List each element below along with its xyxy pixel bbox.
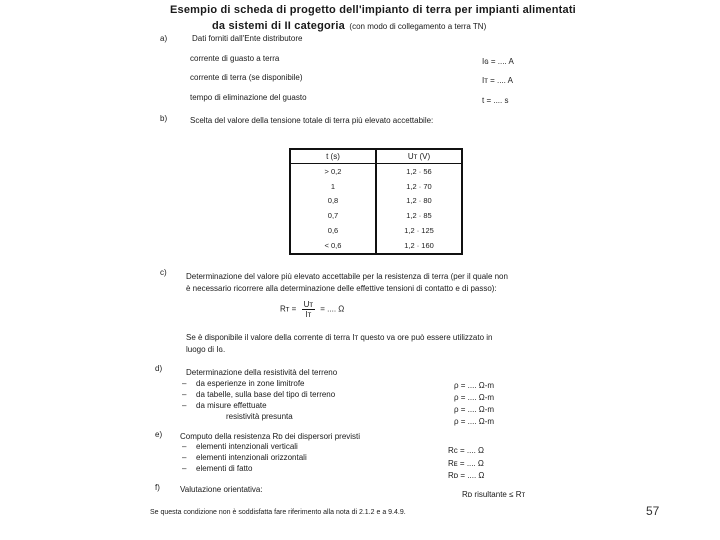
table-row <box>290 164 462 179</box>
table-cell: 0,6 <box>290 223 376 238</box>
bullet-dash: – <box>182 453 187 462</box>
table-cell: > 0,2 <box>290 164 376 179</box>
bullet-dash: – <box>182 401 187 410</box>
tension-table <box>289 148 463 255</box>
table-row <box>290 208 462 223</box>
section-d-item-label: resistività presunta <box>226 412 293 421</box>
section-c-marker: c) <box>160 268 167 277</box>
table-row <box>290 238 462 254</box>
table-cell: 1,2 · 160 <box>404 240 434 250</box>
table-cell: 0,8 <box>290 194 376 209</box>
table-cell: 0,7 <box>290 208 376 223</box>
section-a-item-label: tempo di eliminazione del guasto <box>190 93 307 102</box>
section-e-item-label: elementi intenzionali verticali <box>196 442 298 451</box>
section-d-item-value: ρ = .... Ω-m <box>454 417 495 426</box>
section-e-item-label: elementi di fatto <box>196 464 253 473</box>
table-row <box>290 194 462 209</box>
section-f-heading: Valutazione orientativa: <box>180 485 263 494</box>
section-d-item-value: ρ = .... Ω-m <box>454 393 495 402</box>
section-a-item-label: corrente di terra (se disponibile) <box>190 73 303 82</box>
formula-lhs: Rᴛ = <box>280 304 297 314</box>
section-a-item-value: Iᴛ = .... A <box>482 76 514 85</box>
section-c-note-line1: Se è disponibile il valore della corrente di terra Iᴛ questo va ore può essere utilizzato in <box>186 333 493 342</box>
section-d-item-value: ρ = .... Ω-m <box>454 381 495 390</box>
table-cell: 1,2 · 85 <box>406 211 432 221</box>
formula-rhs: = .... Ω <box>320 304 345 314</box>
section-d-item-label: da tabelle, sulla base del tipo di terreno <box>196 390 336 399</box>
table-cell: < 0,6 <box>290 238 376 254</box>
resistance-formula <box>280 300 344 319</box>
section-d-heading: Determinazione della resistività del terreno <box>186 368 338 377</box>
bullet-dash: – <box>182 464 187 473</box>
table-cell: 1,2 · 56 <box>406 166 432 176</box>
footer-note: Se questa condizione non è soddisfatta fare riferimento alla nota di 2.1.2 e a 9.4.9. <box>150 509 406 516</box>
bullet-dash: – <box>182 442 187 451</box>
section-a-item-value: t = .... s <box>482 96 509 105</box>
formula-denominator: Iᴛ <box>305 310 312 319</box>
table-row <box>290 223 462 238</box>
table-header-cell: t (s) <box>290 149 376 164</box>
section-b-heading: Scelta del valore della tensione totale di terra più elevato accettabile: <box>190 116 434 125</box>
section-e-item-label: elementi intenzionali orizzontali <box>196 453 307 462</box>
section-e-heading: Computo della resistenza Rᴅ dei dispersori previsti <box>180 432 361 441</box>
table-cell: 1,2 · 125 <box>404 225 434 235</box>
section-d-item-value: ρ = .... Ω-m <box>454 405 495 414</box>
bullet-dash: – <box>182 379 187 388</box>
table-cell: 1 <box>290 179 376 194</box>
section-d-marker: d) <box>155 364 163 373</box>
formula-numerator: Uᴛ <box>303 300 314 309</box>
section-a-item-label: corrente di guasto a terra <box>190 54 280 63</box>
formula-fraction <box>302 300 315 319</box>
section-a-marker: a) <box>160 34 168 43</box>
table-cell: 1,2 · 70 <box>406 181 432 191</box>
section-d-item-label: da esperienze in zone limitrofe <box>196 379 305 388</box>
subtitle-bold: da sistemi di II categoria <box>212 20 345 32</box>
bullet-dash: – <box>182 390 187 399</box>
section-c-note-line2: luogo di Iɢ. <box>186 345 226 354</box>
table-header-row <box>290 149 462 164</box>
section-e-item-value: Rᴄ = .... Ω <box>448 446 484 455</box>
section-e-marker: e) <box>155 430 163 439</box>
section-f-marker: f) <box>155 483 160 492</box>
subtitle-normal: (con modo di collegamento a terra TN) <box>349 22 487 31</box>
page-number: 57 <box>646 504 660 518</box>
page-subtitle <box>212 16 486 34</box>
section-c-line1: Determinazione del valore più elevato accettabile per la resistenza di terra (per il quale non <box>186 272 508 281</box>
section-b-marker: b) <box>160 114 168 123</box>
section-f-result: Rᴅ risultante ≤ Rᴛ <box>462 490 526 499</box>
section-a-item-value: Iɢ = .... A <box>482 57 514 66</box>
section-e-item-value: Rᴇ = .... Ω <box>448 459 484 468</box>
section-d-item-label: da misure effettuate <box>196 401 267 410</box>
page-title: Esempio di scheda di progetto dell'impianto di terra per impianti alimentati <box>170 4 576 16</box>
table-row <box>290 179 462 194</box>
section-a-heading: Dati forniti dall'Ente distributore <box>192 34 303 43</box>
table-cell: 1,2 · 80 <box>406 196 432 206</box>
section-c-line2: è necessario ricorrere alla determinazione delle effettive tensioni di contatto e di passo): <box>186 284 497 293</box>
section-e-item-value: Rᴅ = .... Ω <box>448 471 485 480</box>
table-header-cell: Uᴛ (V) <box>376 149 462 164</box>
